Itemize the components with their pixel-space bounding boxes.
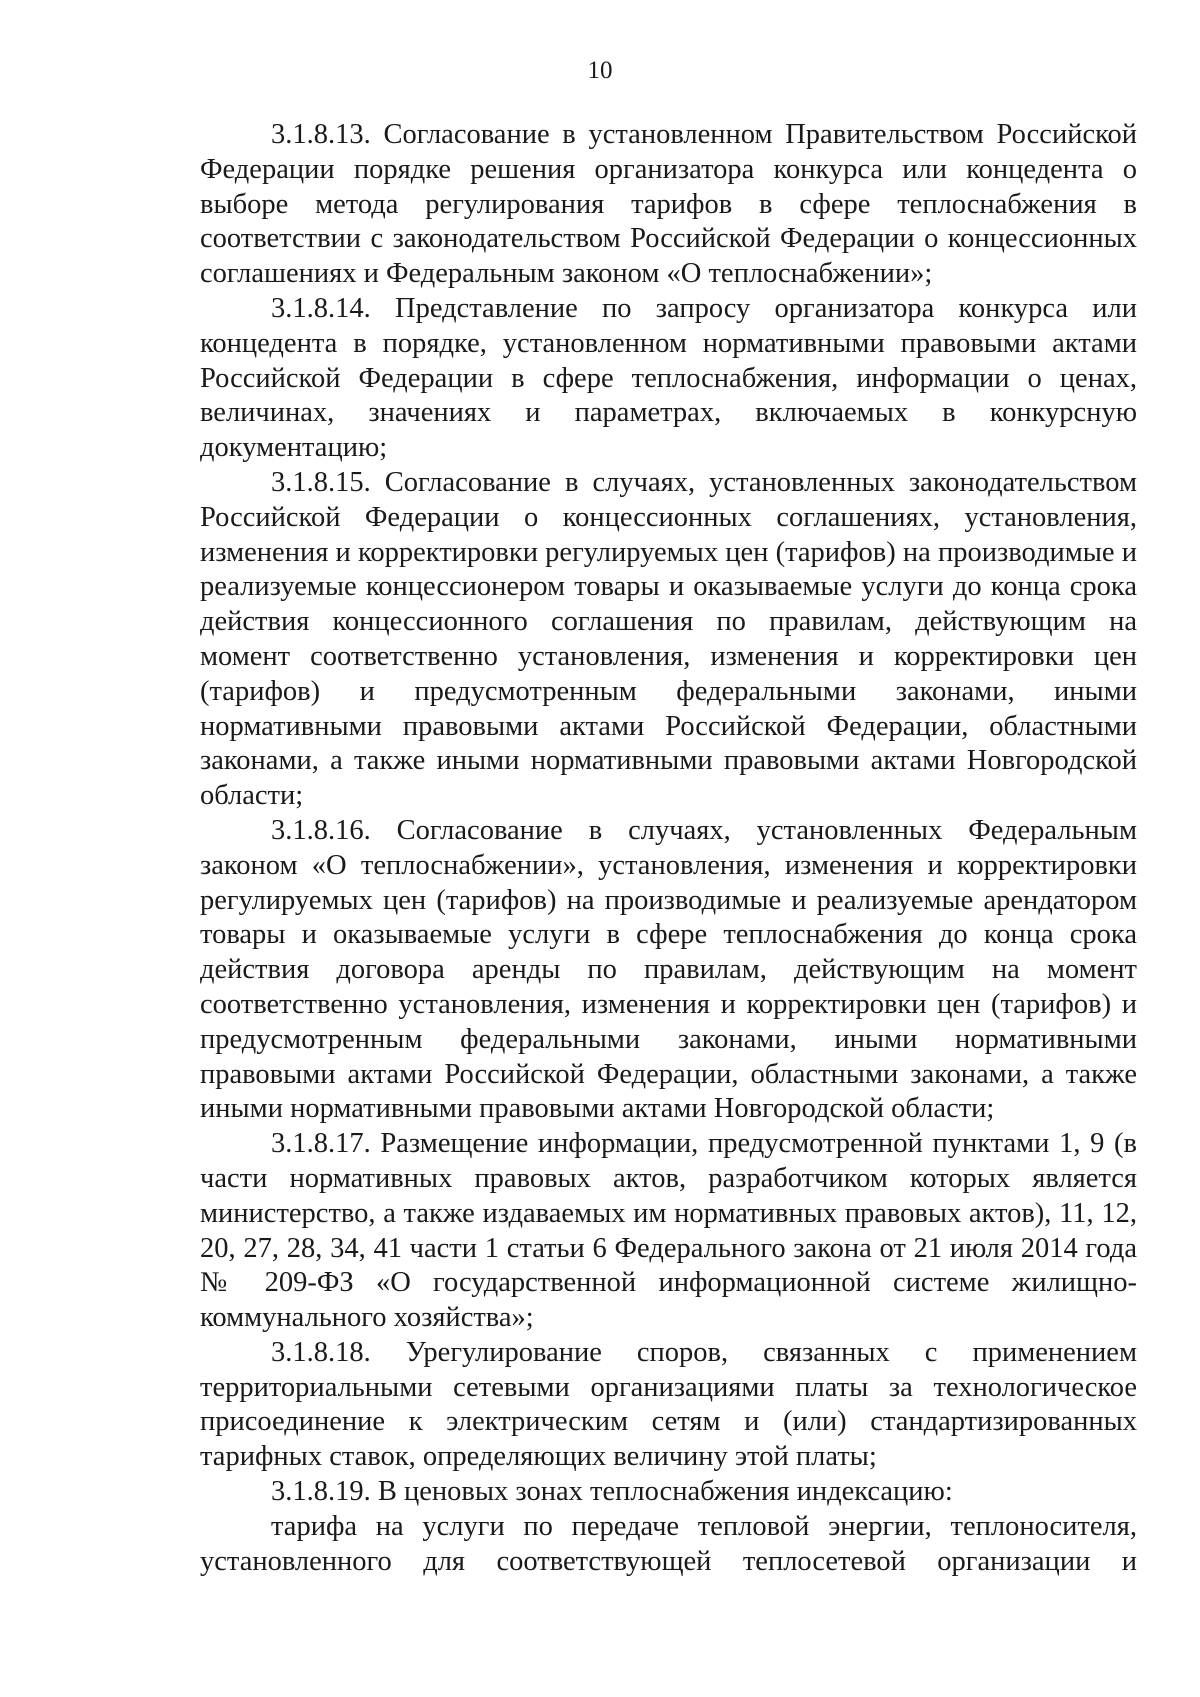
paragraph-3-1-8-13: 3.1.8.13. Согласование в установленном Правительством Российской Федерации порядке решения организатора конкурса или концедента о выборе метода регулирования тарифов в сфере теплоснабжения в соответствии с законодательством Российской Федерации о концессионных соглашениях и Федеральным законом «О теплоснабжении»; bbox=[200, 119, 1137, 290]
document-body bbox=[200, 118, 1137, 1579]
paragraph-3-1-8-19: 3.1.8.19. В ценовых зонах теплоснабжения индексацию: bbox=[271, 1476, 953, 1508]
paragraph-3-1-8-16: 3.1.8.16. Согласование в случаях, установленных Федеральным законом «О теплоснабжении», установления, изменения и корректировки регулируемых цен (тарифов) на производимые и реализуемые арендатором товары и оказываемые услуги в сфере теплоснабжения до конца срока действия договора аренды по правилам, действующим на момент соответственно установления, изменения и корректировки цен (тарифов) и предусмотренным федеральными законами, иными нормативными правовыми актами Российской Федерации, областными законами, а также иными нормативными правовыми актами Новгородской области; bbox=[200, 814, 1137, 1125]
page-number: 10 bbox=[587, 57, 613, 84]
paragraph-tariff-continued: тарифа на услуги по передаче тепловой энергии, теплоносителя, установленного для соответствующей теплосетевой организации и bbox=[200, 1510, 1137, 1577]
paragraph-3-1-8-15: 3.1.8.15. Согласование в случаях, установленных законодательством Российской Федерации о концессионных соглашениях, установления, изменения и корректировки регулируемых цен (тарифов) на производимые и реализуемые концессионером товары и оказываемые услуги до конца срока действия концессионного соглашения по правилам, действующим на момент соответственно установления, изменения и корректировки цен (тарифов) и предусмотренным федеральными законами, иными нормативными правовыми актами Российской Федерации, областными законами, а также иными нормативными правовыми актами Новгородской области; bbox=[200, 466, 1137, 812]
paragraph-3-1-8-18: 3.1.8.18. Урегулирование споров, связанных с применением территориальными сетевыми организациями платы за технологическое присоединение к электрическим сетям и (или) стандартизированных тарифных ставок, определяющих величину этой платы; bbox=[200, 1336, 1137, 1473]
paragraph-3-1-8-17: 3.1.8.17. Размещение информации, предусмотренной пунктами 1, 9 (в части нормативных правовых актов, разработчиком которых является министерство, а также издаваемых им нормативных правовых актов), 11, 12, 20, 27, 28, 34, 41 части 1 статьи 6 Федерального закона от 21 июля 2014 года № 209-ФЗ «О государственной информационной системе жилищно-коммунального хозяйства»; bbox=[200, 1128, 1137, 1334]
paragraph-3-1-8-14: 3.1.8.14. Представление по запросу организатора конкурса или концедента в порядке, установленном нормативными правовыми актами Российской Федерации в сфере теплоснабжения, информации о ценах, величинах, значениях и параметрах, включаемых в конкурсную документацию; bbox=[200, 292, 1137, 464]
